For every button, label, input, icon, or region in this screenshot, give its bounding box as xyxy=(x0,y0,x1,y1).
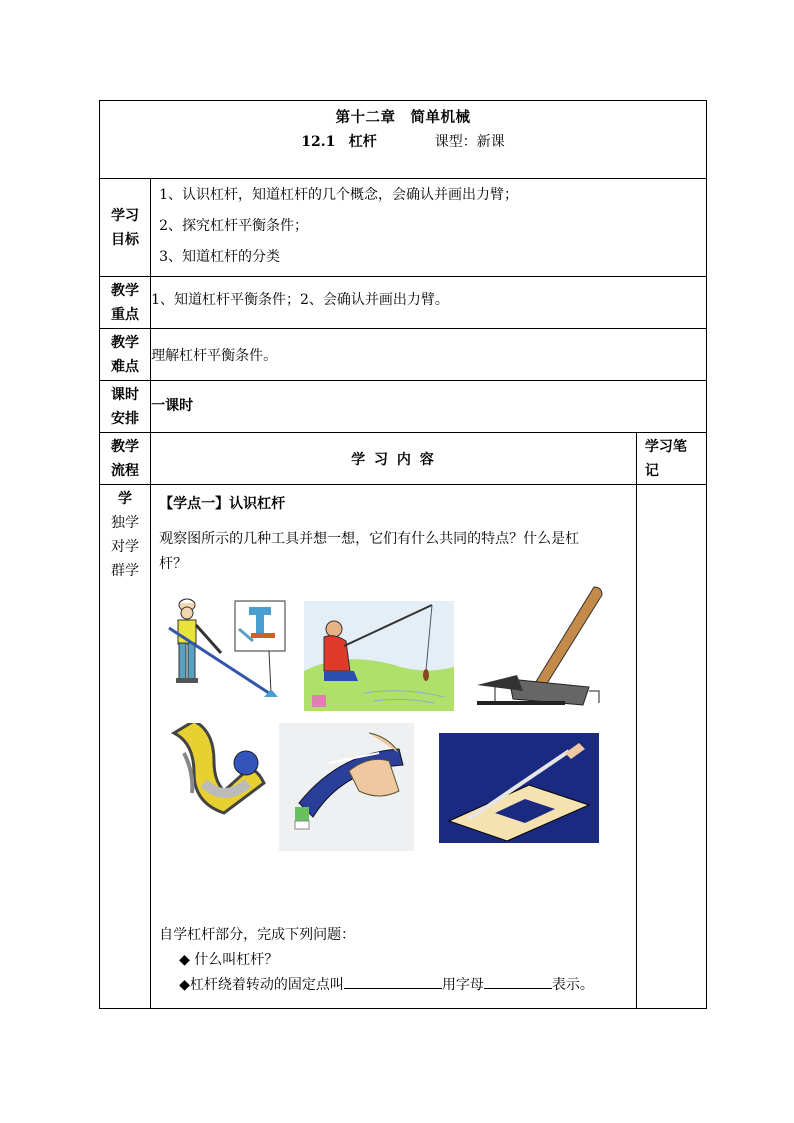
lever-figures xyxy=(159,593,630,923)
question-2: ◆杠杆绕着转动的固定点叫 用字母 表示。 xyxy=(159,973,630,998)
title-cell xyxy=(100,101,707,179)
section-number: 12.1 xyxy=(301,134,336,150)
flow-label: 教学 流程 xyxy=(100,433,151,485)
difficulty-label: 教学 难点 xyxy=(100,329,151,381)
section-heading: 【学点一】认识杠杆 xyxy=(159,496,286,512)
paper-cutter-icon xyxy=(439,733,599,843)
goal-item: 1、认识杠杆，知道杠杆的几个概念，会确认并画出力臂； xyxy=(159,187,518,203)
question-line: 杆？ xyxy=(159,556,188,572)
notes-cell[interactable] xyxy=(636,485,706,1009)
section-line xyxy=(100,131,706,151)
difficulty-text: 理解杠杆平衡条件。 xyxy=(151,329,707,381)
answer-blank-1[interactable] xyxy=(344,974,442,989)
fishing-rod-icon xyxy=(304,601,454,711)
answer-blank-2[interactable] xyxy=(484,974,552,989)
study-mode-labels: 学 独学 对学 群学 xyxy=(100,485,151,1009)
goals-content xyxy=(151,179,707,277)
schedule-label: 课时 安排 xyxy=(100,381,151,433)
content-header: 学 习 内 容 xyxy=(151,433,637,485)
goals-label: 学习 目标 xyxy=(100,179,151,277)
goal-item: 2、探究杠杆平衡条件； xyxy=(159,218,308,234)
key-points-text: 1、知道杠杆平衡条件；2、会确认并画出力臂。 xyxy=(151,277,707,329)
chapter-title: 第十二章 简单机械 xyxy=(335,109,471,126)
hand-bottle-opener-icon xyxy=(279,723,414,851)
lesson-content-cell xyxy=(151,485,637,1009)
worker-crowbar-icon xyxy=(159,593,289,708)
lesson-type: 课型：新课 xyxy=(434,134,505,150)
key-points-label: 教学 重点 xyxy=(100,277,151,329)
schedule-text: 一课时 xyxy=(151,381,707,433)
question-line: 观察图所示的几种工具并想一想，它们有什么共同的特点？什么是杠 xyxy=(159,531,580,547)
arm-lifting-ball-icon xyxy=(164,723,274,833)
hammer-pulling-nail-icon xyxy=(469,583,619,713)
goal-item: 3、知道杠杆的分类 xyxy=(159,249,280,265)
question-1: ◆ 什么叫杠杆？ xyxy=(179,952,279,968)
lesson-table xyxy=(99,100,707,1009)
self-study-instruction: 自学杠杆部分，完成下列问题： xyxy=(159,927,356,943)
section-name: 杠杆 xyxy=(348,134,377,150)
notes-header: 学习笔 记 xyxy=(636,433,706,485)
